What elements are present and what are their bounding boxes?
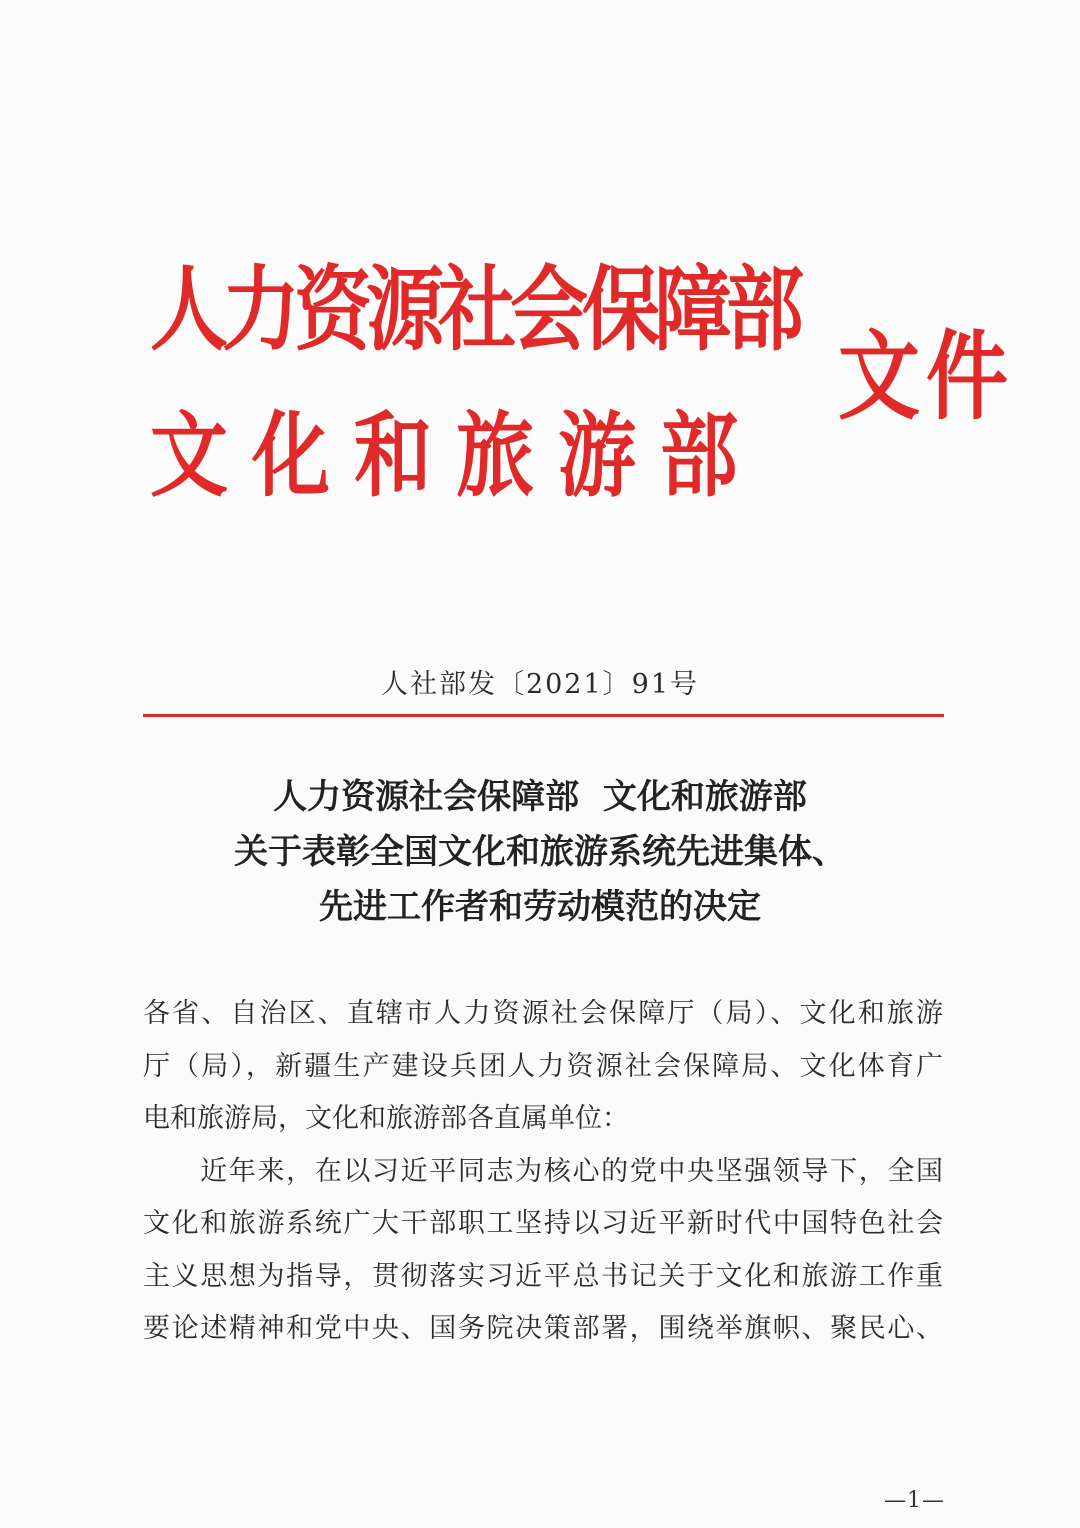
document-body: [143, 988, 943, 1356]
red-divider-line: [143, 714, 944, 717]
body-line: 各省、自治区、直辖市人力资源社会保障厅（局）、文化和旅游: [143, 998, 943, 1029]
document-title: [0, 770, 1080, 935]
body-line: 主义思想为指导，贯彻落实习近平总书记关于文化和旅游工作重: [143, 1260, 943, 1292]
body-line: 电和旅游局，文化和旅游部各直属单位：: [143, 1103, 629, 1134]
issuer-line-1: 人力资源社会保障部: [150, 256, 799, 365]
body-line: 厅（局），新疆生产建设兵团人力资源社会保障局、文化体育广: [143, 1050, 943, 1082]
title-line-2: 关于表彰全国文化和旅游系统先进集体、: [234, 832, 846, 872]
body-line: 要论述精神和党中央、国务院决策部署，围绕举旗帜、聚民心、: [143, 1313, 943, 1344]
title-line-1: 人力资源社会保障部 文化和旅游部: [273, 777, 807, 817]
issuer-suffix: 文件: [838, 320, 1015, 434]
page-number: —1—: [884, 1488, 945, 1513]
document-number: 人社部发〔2021〕91号: [380, 669, 700, 700]
issuer-line-2: 文化和旅游部: [150, 402, 763, 511]
title-line-3: 先进工作者和劳动模范的决定: [319, 887, 761, 927]
body-line: 近年来，在以习近平同志为核心的党中央坚强领导下，全国: [143, 1155, 943, 1187]
body-line: 文化和旅游系统广大干部职工坚持以习近平新时代中国特色社会: [143, 1208, 943, 1239]
issuer-header: [150, 255, 1014, 513]
issuer-names: [150, 255, 798, 513]
